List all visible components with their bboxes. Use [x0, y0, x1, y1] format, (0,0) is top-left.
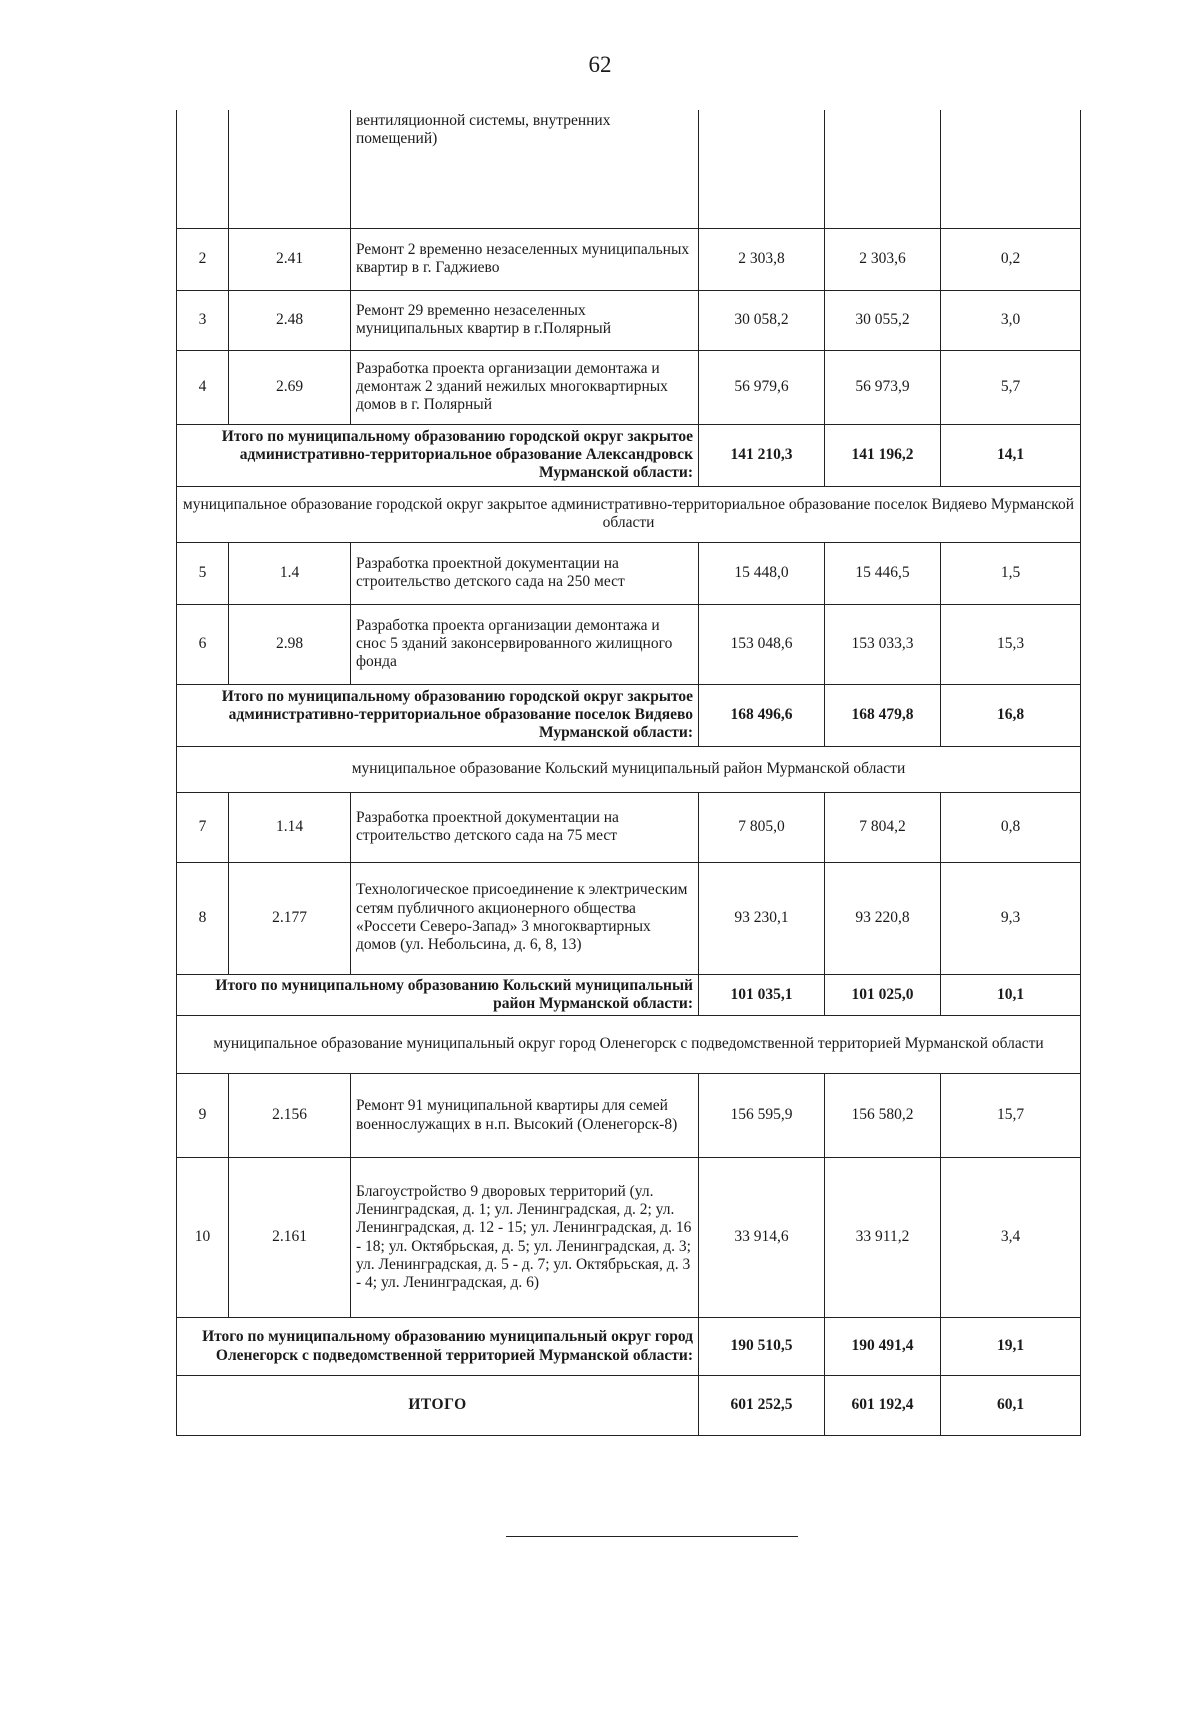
table-row [177, 228, 1081, 290]
row-description-cell: Разработка проектной документации на строительство детского сада на 250 мест [351, 542, 699, 604]
row-value-3-cell: 5,7 [941, 350, 1081, 424]
row-value-1-cell: 93 230,1 [699, 862, 825, 974]
row-value-2-cell: 30 055,2 [825, 290, 941, 350]
row-description-cell: Технологическое присоединение к электрическим сетям публичного акционерного общества «Россети Северо-Запад» 3 многоквартирных домов (ул. Небольсина, д. 6, 8, 13) [351, 862, 699, 974]
subtotal-value-2: 101 025,0 [825, 974, 941, 1016]
section-header-row [177, 1016, 1081, 1074]
row-value-3-cell: 9,3 [941, 862, 1081, 974]
row-value-3-cell: 0,2 [941, 228, 1081, 290]
table-row [177, 542, 1081, 604]
row-value-3-cell: 0,8 [941, 792, 1081, 862]
subtotal-row [177, 684, 1081, 746]
row-value-1-cell: 15 448,0 [699, 542, 825, 604]
table-row [177, 1158, 1081, 1318]
row-code-cell: 1.14 [229, 792, 351, 862]
row-code-cell: 2.69 [229, 350, 351, 424]
row-value-2-cell: 56 973,9 [825, 350, 941, 424]
row-value-2-cell: 153 033,3 [825, 604, 941, 684]
row-value-3-cell: 1,5 [941, 542, 1081, 604]
end-divider-line [506, 1536, 798, 1537]
row-number-cell: 6 [177, 604, 229, 684]
row-value-3-cell: 3,0 [941, 290, 1081, 350]
table-row [177, 350, 1081, 424]
row-description-cell: Разработка проекта организации демонтажа и демонтаж 2 зданий нежилых многоквартирных домов в г. Полярный [351, 350, 699, 424]
row-code-cell: 2.156 [229, 1074, 351, 1158]
subtotal-value-2: 190 491,4 [825, 1318, 941, 1376]
row-value-1-cell: 153 048,6 [699, 604, 825, 684]
section-title: муниципальное образование Кольский муниципальный район Мурманской области [177, 746, 1081, 792]
row-description-cell: Благоустройство 9 дворовых территорий (ул. Ленинградская, д. 1; ул. Ленинградская, д. 2; ул. Ленинградская, д. 12 - 15; ул. Ленинградская, д. 16 - 18; ул. Октябрьская, д. 5; ул. Ленинградская, д. 3; ул. Ленинградская, д. 5 - д. 7; ул. Октябрьская, д. 3 - 4; ул. Ленинградская, д. 6) [351, 1158, 699, 1318]
section-header-row [177, 486, 1081, 542]
subtotal-value-3: 19,1 [941, 1318, 1081, 1376]
row-number-cell: 2 [177, 228, 229, 290]
section-title: муниципальное образование муниципальный округ город Оленегорск с подведомственной территорией Мурманской области [177, 1016, 1081, 1074]
row-number-cell: 8 [177, 862, 229, 974]
row-code-cell: 1.4 [229, 542, 351, 604]
row-value-2-cell: 156 580,2 [825, 1074, 941, 1158]
subtotal-label: Итого по муниципальному образованию городской округ закрытое административно-территориальное образование поселок Видяево Мурманской области: [177, 684, 699, 746]
row-number-cell [177, 110, 229, 228]
section-header-row [177, 746, 1081, 792]
subtotal-value-1: 168 496,6 [699, 684, 825, 746]
row-code-cell: 2.177 [229, 862, 351, 974]
row-value-3-cell [941, 110, 1081, 228]
grand-total-label: ИТОГО [177, 1376, 699, 1436]
row-value-1-cell [699, 110, 825, 228]
subtotal-value-3: 16,8 [941, 684, 1081, 746]
row-value-2-cell: 93 220,8 [825, 862, 941, 974]
subtotal-row [177, 424, 1081, 486]
row-description-cell: Ремонт 29 временно незаселенных муниципальных квартир в г.Полярный [351, 290, 699, 350]
continuation-row [177, 110, 1081, 228]
subtotal-value-2: 141 196,2 [825, 424, 941, 486]
row-code-cell: 2.41 [229, 228, 351, 290]
row-value-2-cell: 15 446,5 [825, 542, 941, 604]
row-number-cell: 3 [177, 290, 229, 350]
row-value-3-cell: 3,4 [941, 1158, 1081, 1318]
row-description-cell: вентиляционной системы, внутренних помещений) [351, 110, 699, 228]
page-number: 62 [588, 52, 612, 77]
subtotal-label: Итого по муниципальному образованию муниципальный округ город Оленегорск с подведомственной территорией Мурманской области: [177, 1318, 699, 1376]
table-row [177, 862, 1081, 974]
subtotal-value-2: 168 479,8 [825, 684, 941, 746]
subtotal-value-1: 141 210,3 [699, 424, 825, 486]
grand-total-value-2: 601 192,4 [825, 1376, 941, 1436]
row-value-1-cell: 156 595,9 [699, 1074, 825, 1158]
subtotal-value-3: 14,1 [941, 424, 1081, 486]
row-value-1-cell: 30 058,2 [699, 290, 825, 350]
row-value-1-cell: 2 303,8 [699, 228, 825, 290]
subtotal-value-1: 101 035,1 [699, 974, 825, 1016]
row-value-2-cell: 33 911,2 [825, 1158, 941, 1318]
section-title: муниципальное образование городской округ закрытое административно-территориальное образование поселок Видяево Мурманской области [177, 486, 1081, 542]
row-number-cell: 10 [177, 1158, 229, 1318]
subtotal-value-3: 10,1 [941, 974, 1081, 1016]
row-description-cell: Разработка проекта организации демонтажа и снос 5 зданий законсервированного жилищного фонда [351, 604, 699, 684]
subtotal-label: Итого по муниципальному образованию Кольский муниципальный район Мурманской области: [177, 974, 699, 1016]
row-number-cell: 9 [177, 1074, 229, 1158]
row-description-cell: Ремонт 91 муниципальной квартиры для семей военнослужащих в н.п. Высокий (Оленегорск-8) [351, 1074, 699, 1158]
row-number-cell: 4 [177, 350, 229, 424]
row-value-2-cell: 7 804,2 [825, 792, 941, 862]
grand-total-value-1: 601 252,5 [699, 1376, 825, 1436]
row-description-cell: Ремонт 2 временно незаселенных муниципальных квартир в г. Гаджиево [351, 228, 699, 290]
row-number-cell: 7 [177, 792, 229, 862]
row-code-cell [229, 110, 351, 228]
budget-table [176, 110, 1081, 1436]
row-value-2-cell [825, 110, 941, 228]
row-value-1-cell: 33 914,6 [699, 1158, 825, 1318]
subtotal-row [177, 1318, 1081, 1376]
subtotal-row [177, 974, 1081, 1016]
row-value-1-cell: 7 805,0 [699, 792, 825, 862]
grand-total-row [177, 1376, 1081, 1436]
row-value-3-cell: 15,3 [941, 604, 1081, 684]
grand-total-value-3: 60,1 [941, 1376, 1081, 1436]
table-row [177, 604, 1081, 684]
row-number-cell: 5 [177, 542, 229, 604]
table-row [177, 290, 1081, 350]
table-row [177, 792, 1081, 862]
table-row [177, 1074, 1081, 1158]
row-code-cell: 2.48 [229, 290, 351, 350]
row-value-3-cell: 15,7 [941, 1074, 1081, 1158]
row-code-cell: 2.98 [229, 604, 351, 684]
row-description-cell: Разработка проектной документации на строительство детского сада на 75 мест [351, 792, 699, 862]
row-value-2-cell: 2 303,6 [825, 228, 941, 290]
subtotal-value-1: 190 510,5 [699, 1318, 825, 1376]
row-value-1-cell: 56 979,6 [699, 350, 825, 424]
subtotal-label: Итого по муниципальному образованию городской округ закрытое административно-территориальное образование Александровск Мурманской области: [177, 424, 699, 486]
row-code-cell: 2.161 [229, 1158, 351, 1318]
